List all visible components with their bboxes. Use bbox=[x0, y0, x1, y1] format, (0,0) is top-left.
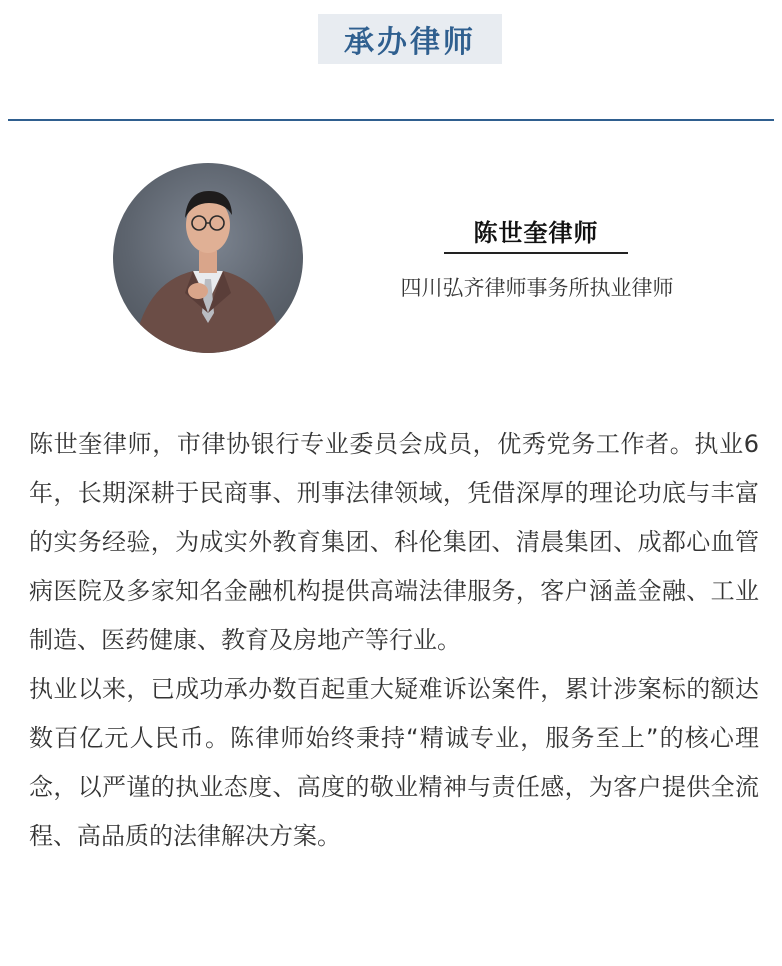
section-title: 承办律师 bbox=[344, 25, 476, 60]
name-underline bbox=[444, 252, 628, 254]
bio-paragraph: 执业以来，已成功承办数百起重大疑难诉讼案件，累计涉案标的额达数百亿元人民币。陈律师始终秉持“精诚专业，服务至上”的核心理念，以严谨的执业态度、高度的敬业精神与责任感，为客户提供全流程、高品质的法律解决方案。 bbox=[29, 675, 759, 850]
section-header bbox=[318, 14, 502, 64]
lawyer-photo bbox=[113, 163, 303, 353]
bio-paragraph: 陈世奎律师，市律协银行专业委员会成员，优秀党务工作者。执业6年，长期深耕于民商事、刑事法律领域，凭借深厚的理论功底与丰富的实务经验，为成实外教育集团、科伦集团、清晨集团、成都心血管病医院及多家知名金融机构提供高端法律服务，客户涵盖金融、工业制造、医药健康、教育及房地产等行业。 bbox=[29, 430, 759, 654]
header-divider bbox=[8, 119, 774, 121]
lawyer-bio bbox=[29, 420, 759, 861]
lawyer-name: 陈世奎律师 bbox=[473, 219, 599, 247]
lawyer-firm-title: 四川弘齐律师事务所执业律师 bbox=[400, 276, 674, 300]
